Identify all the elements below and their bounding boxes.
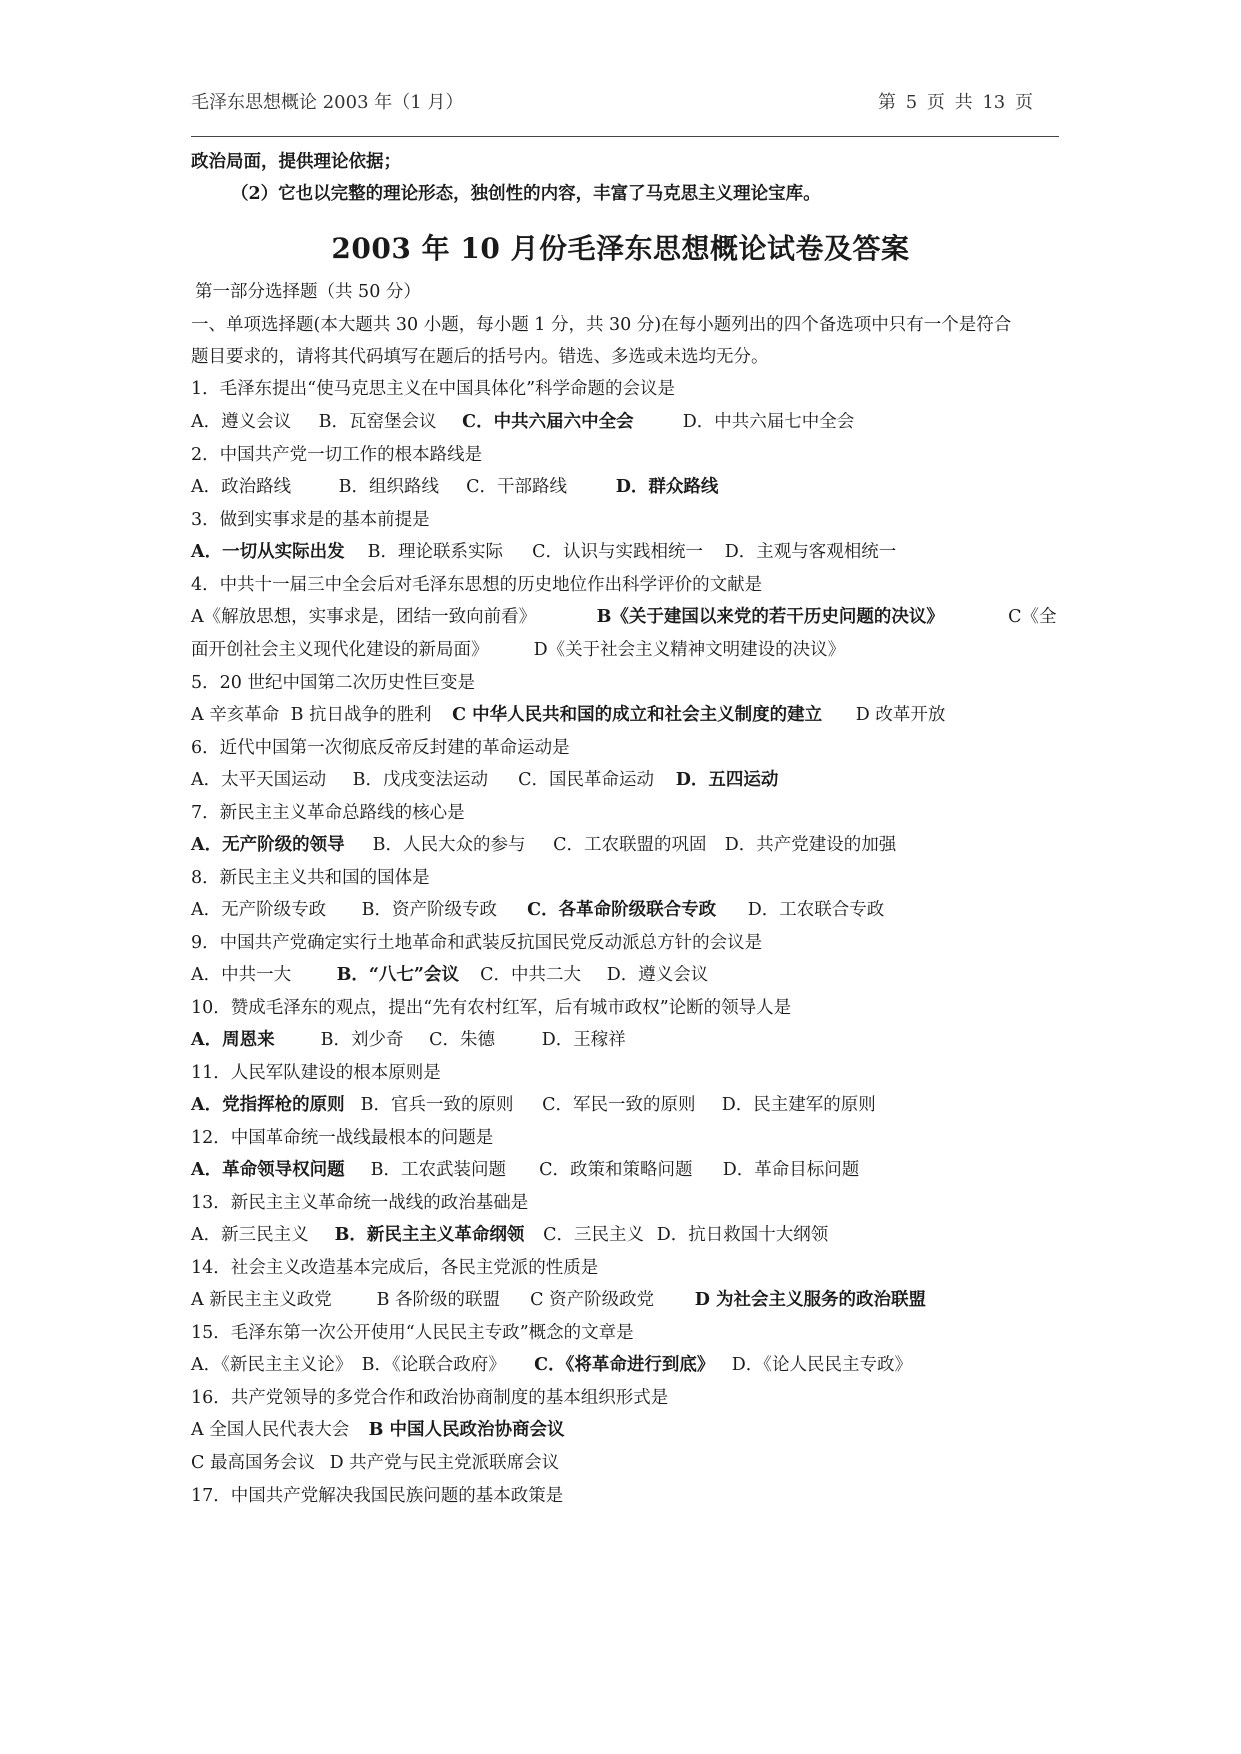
option-d: D．抗日救国十大纲领: [656, 1225, 829, 1245]
option-d: D．革命目标问题: [722, 1160, 860, 1180]
option-a-answer: A．一切从实际出发: [191, 542, 345, 562]
question-6: 6．近代中国第一次彻底反帝反封建的革命运动是: [191, 738, 570, 758]
section-heading: 第一部分选择题（共 50 分）: [195, 282, 421, 302]
question-14: 14．社会主义改造基本完成后，各民主党派的性质是: [191, 1258, 599, 1278]
option-b: B．理论联系实际: [367, 542, 503, 562]
option-c-answer: C．中共六届六中全会: [462, 412, 634, 432]
option-a: A．政治路线: [191, 477, 292, 497]
option-d: D．主观与客观相统一: [724, 542, 897, 562]
option-a: A 新民主主义政党: [191, 1290, 332, 1310]
option-a-answer: A．党指挥枪的原则: [191, 1095, 345, 1115]
option-a-answer: A．无产阶级的领导: [191, 835, 345, 855]
option-c: C．军民一致的原则: [542, 1095, 696, 1115]
question-13: 13．新民主主义革命统一战线的政治基础是: [191, 1193, 529, 1213]
question-10: 10．赞成毛泽东的观点，提出“先有农村红军，后有城市政权”论断的领导人是: [191, 998, 792, 1018]
option-b-answer: B 中国人民政治协商会议: [368, 1420, 565, 1440]
option-a: A．太平天国运动: [191, 770, 327, 790]
option-b: B．戊戌变法运动: [352, 770, 488, 790]
option-c-start: C《全: [1008, 607, 1057, 627]
question-16-options: [191, 1422, 564, 1440]
question-9-options: [191, 967, 708, 985]
header-page-number: 第 5 页 共 13 页: [878, 92, 1033, 113]
option-c: C．政策和策略问题: [539, 1160, 693, 1180]
option-c: C 最高国务会议: [191, 1453, 315, 1473]
question-14-options: [191, 1292, 926, 1310]
option-d: D．遵义会议: [606, 965, 709, 985]
option-a: A 全国人民代表大会: [191, 1420, 350, 1440]
option-c: C．工农联盟的巩固: [553, 835, 707, 855]
instructions-line-2: 题目要求的，请将其代码填写在题后的括号内。错选、多选或未选均无分。: [191, 347, 769, 367]
option-d: D 共产党与民主党派联席会议: [329, 1453, 560, 1473]
option-b: B．工农武装问题: [370, 1160, 506, 1180]
exam-title: 2003 年 10 月份毛泽东思想概论试卷及答案: [331, 232, 910, 265]
question-4: 4．中共十一届三中全会后对毛泽东思想的历史地位作出科学评价的文献是: [191, 575, 763, 595]
option-d-answer: D 为社会主义服务的政治联盟: [694, 1290, 927, 1310]
option-d: D．民主建军的原则: [721, 1095, 876, 1115]
question-12: 12．中国革命统一战线最根本的问题是: [191, 1128, 494, 1148]
option-a-answer: A．周恩来: [191, 1030, 275, 1050]
question-3-options: [191, 544, 896, 562]
option-c-answer: C．各革命阶级联合专政: [527, 900, 717, 920]
instructions-line-1: 一、单项选择题(本大题共 30 小题，每小题 1 分，共 30 分)在每小题列出的四个备选项中只有一个是符合: [191, 315, 1012, 335]
option-b: B．刘少奇: [320, 1030, 404, 1050]
question-4-options-cont: [191, 642, 845, 660]
question-2-options: [191, 479, 718, 497]
option-a: A 辛亥革命: [191, 705, 280, 725]
option-c-answer: C 中华人民共和国的成立和社会主义制度的建立: [452, 705, 823, 725]
option-b: B．官兵一致的原则: [360, 1095, 514, 1115]
question-1: 1．毛泽东提出“使马克思主义在中国具体化”科学命题的会议是: [191, 379, 676, 399]
option-a: A．《新民主主义论》: [191, 1355, 353, 1375]
question-11: 11．人民军队建设的根本原则是: [191, 1063, 441, 1083]
option-a: A．无产阶级专政: [191, 900, 327, 920]
option-d: D 改革开放: [855, 705, 946, 725]
header-course-title: 毛泽东思想概论 2003 年（1 月）: [191, 92, 464, 113]
option-c-end: 面开创社会主义现代化建设的新局面》: [191, 640, 489, 660]
option-d: D．工农联合专政: [747, 900, 885, 920]
option-c: C．干部路线: [466, 477, 568, 497]
question-15-options: [191, 1357, 912, 1375]
question-10-options: [191, 1032, 626, 1050]
header-divider: [191, 136, 1059, 137]
option-d: D．《论人民民主专政》: [731, 1355, 913, 1375]
option-a: A《解放思想，实事求是，团结一致向前看》: [191, 607, 537, 627]
option-b: B 抗日战争的胜利: [290, 705, 432, 725]
option-d-answer: D．群众路线: [615, 477, 719, 497]
option-b: B．《论联合政府》: [361, 1355, 506, 1375]
option-d: D《关于社会主义精神文明建设的决议》: [533, 640, 846, 660]
option-c: C．三民主义: [543, 1225, 645, 1245]
option-a: A．遵义会议: [191, 412, 292, 432]
question-11-options: [191, 1097, 876, 1115]
option-c: C．国民革命运动: [518, 770, 655, 790]
option-c: C 资产阶级政党: [530, 1290, 655, 1310]
option-b: B．人民大众的参与: [372, 835, 526, 855]
question-13-options: [191, 1227, 828, 1245]
option-c: C．朱德: [429, 1030, 496, 1050]
option-c: C．认识与实践相统一: [532, 542, 704, 562]
option-c-answer: C．《将革命进行到底》: [534, 1355, 715, 1375]
carryover-line-2: （2）它也以完整的理论形态，独创性的内容，丰富了马克思主义理论宝库。: [231, 184, 821, 204]
question-16-options-cont: [191, 1455, 559, 1473]
question-12-options: [191, 1162, 859, 1180]
option-b: B．组织路线: [338, 477, 439, 497]
option-b: B 各阶级的联盟: [376, 1290, 501, 1310]
option-d-answer: D．五四运动: [675, 770, 779, 790]
option-b-answer: B《关于建国以来党的若干历史问题的决议》: [596, 607, 944, 627]
question-3: 3．做到实事求是的基本前提是: [191, 510, 430, 530]
option-a: A．新三民主义: [191, 1225, 309, 1245]
question-5: 5．20 世纪中国第二次历史性巨变是: [191, 673, 475, 693]
option-b: B．资产阶级专政: [361, 900, 497, 920]
option-d: D．中共六届七中全会: [682, 412, 855, 432]
question-4-options: [191, 609, 1057, 627]
question-7-options: [191, 837, 896, 855]
question-5-options: [191, 707, 945, 725]
question-1-options: [191, 414, 854, 432]
question-7: 7．新民主主义革命总路线的核心是: [191, 803, 465, 823]
option-b: B．瓦窑堡会议: [318, 412, 437, 432]
question-9: 9．中国共产党确定实行土地革命和武装反抗国民党反动派总方针的会议是: [191, 933, 763, 953]
option-d: D．王稼祥: [541, 1030, 626, 1050]
question-8: 8．新民主主义共和国的国体是: [191, 868, 430, 888]
question-8-options: [191, 902, 884, 920]
option-c: C．中共二大: [480, 965, 582, 985]
option-b-answer: B．新民主主义革命纲领: [334, 1225, 525, 1245]
question-6-options: [191, 772, 778, 790]
carryover-line-1: 政治局面，提供理论依据；: [191, 152, 401, 172]
option-a: A．中共一大: [191, 965, 292, 985]
question-2: 2．中国共产党一切工作的根本路线是: [191, 445, 483, 465]
option-b-answer: B．“八七”会议: [336, 965, 460, 985]
question-15: 15．毛泽东第一次公开使用“人民民主专政”概念的文章是: [191, 1323, 634, 1343]
option-a-answer: A．革命领导权问题: [191, 1160, 345, 1180]
question-16: 16．共产党领导的多党合作和政治协商制度的基本组织形式是: [191, 1388, 669, 1408]
option-d: D．共产党建设的加强: [724, 835, 897, 855]
question-17: 17．中国共产党解决我国民族问题的基本政策是: [191, 1486, 564, 1506]
